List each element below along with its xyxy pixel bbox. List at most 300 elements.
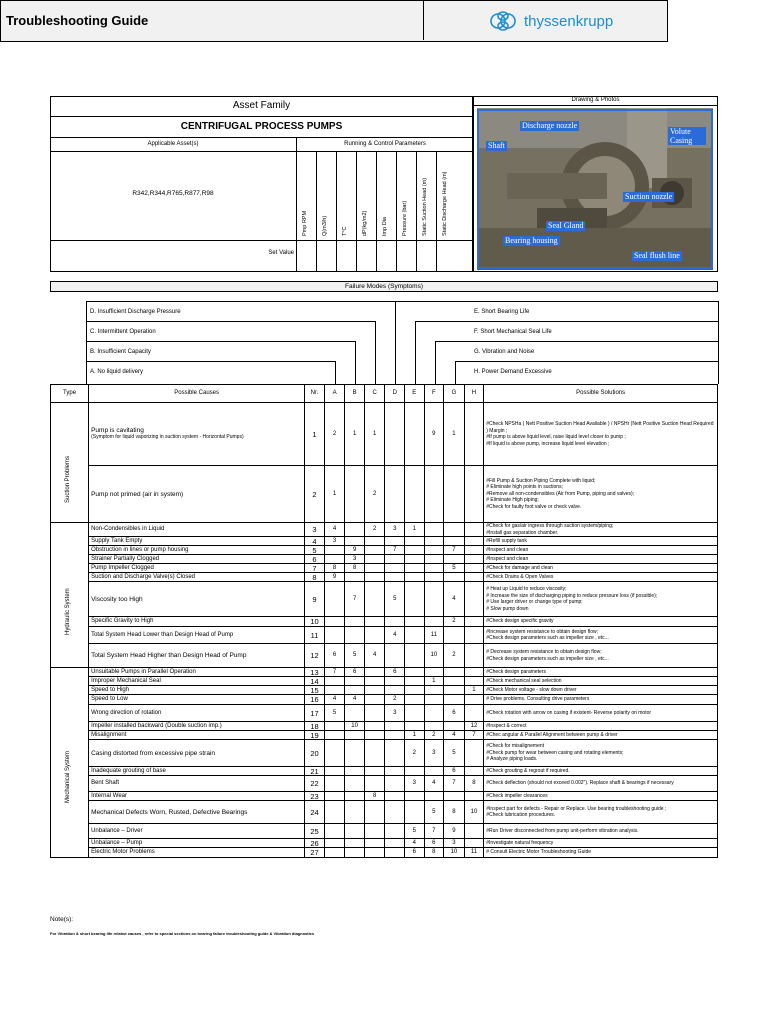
header-divider (423, 0, 424, 40)
symptom-rank-cell: 10 (444, 848, 465, 858)
table-row (51, 555, 718, 564)
table-row (51, 582, 718, 617)
symptom-rank-cell (364, 705, 385, 722)
symptom-rank-cell: 1 (364, 403, 385, 466)
symptom-rank-cell: 1 (405, 731, 425, 740)
col-g: G (444, 385, 465, 403)
symptom-rank-cell: 2 (444, 617, 465, 627)
nr-cell: 18 (305, 722, 325, 731)
symptom-rank-cell: 6 (444, 767, 465, 776)
symptom-rank-cell: 4 (405, 839, 425, 848)
solution-cell: #Investigate natural frequency (484, 839, 718, 848)
symptom-rank-cell (385, 824, 405, 839)
symptom-rank-cell (424, 466, 444, 523)
cause-text: Specific Gravity to High (91, 618, 154, 624)
failure-mode-a: A. No liquid delivery (90, 369, 144, 375)
brand-name: thyssenkrupp (524, 13, 614, 30)
symptom-rank-cell: 11 (424, 627, 444, 644)
symptom-rank-cell (345, 848, 365, 858)
symptom-rank-cell (385, 466, 405, 523)
table-row (51, 403, 718, 466)
symptom-rank-cell (385, 792, 405, 801)
table-row (51, 523, 718, 537)
type-group (51, 668, 89, 858)
cause-text: Impeller installed backward (Double suction imp.) (91, 722, 222, 729)
symptom-rank-cell (405, 564, 425, 573)
symptom-rank-cell: 2 (364, 523, 385, 537)
failure-modes-label: Failure Modes (Symptoms) (344, 283, 424, 290)
type-group (51, 523, 89, 668)
solution-cell: #Run Driver disconnected from pump unit-perform vibration analysis. (484, 824, 718, 839)
symptom-rank-cell: 7 (385, 546, 405, 555)
solution-cell: #Check NPSHa ( Nett Positive Suction Head Available ) / NPSHr (Nett Positive Suction Head Required ) Margin ; #If pump is above liquid level, raise liquid level closer to pump ; #If liquid is above pump, increase liquid level elevation ; (484, 403, 718, 466)
cause-cell (89, 523, 305, 537)
symptom-rank-cell (324, 824, 345, 839)
nr-cell: 21 (305, 767, 325, 776)
symptom-rank-cell (464, 767, 484, 776)
callout-volute-casing: Volute Casing (668, 127, 706, 145)
asset-family-label: Asset Family (232, 100, 291, 111)
symptom-rank-cell (424, 695, 444, 705)
symptom-rank-cell (364, 776, 385, 792)
table-row (51, 776, 718, 792)
symptom-rank-cell: 12 (464, 722, 484, 731)
table-row (51, 677, 718, 686)
symptom-rank-cell (444, 555, 465, 564)
solution-cell: # Heat up Liquid to reduce viscosity; # Increase the size of discharging piping to reduce pressure loss (if possible); # Use larger driver or change type of pump; # Slow pump down (484, 582, 718, 617)
symptom-rank-cell (464, 403, 484, 466)
failure-mode-b: B. Insufficient Capacity (90, 349, 151, 355)
symptom-rank-cell (405, 555, 425, 564)
param-label: Pmp RPM (302, 210, 308, 236)
symptom-rank-cell (324, 627, 345, 644)
solution-cell: #Increase system resistance to obtain design flow; #Check design parameters such as impeller size , etc... (484, 627, 718, 644)
symptom-rank-cell: 4 (345, 695, 365, 705)
symptom-rank-cell (345, 740, 365, 767)
symptom-rank-cell: 2 (424, 731, 444, 740)
table-row (51, 668, 718, 677)
symptom-rank-cell: 5 (345, 644, 365, 668)
symptom-rank-cell (345, 839, 365, 848)
symptom-rank-cell (405, 722, 425, 731)
symptom-rank-cell (364, 668, 385, 677)
symptom-rank-cell (464, 740, 484, 767)
applicable-assets-label: Applicable Asset(s) (147, 141, 199, 147)
col-d: D (385, 385, 405, 403)
symptom-rank-cell: 3 (385, 705, 405, 722)
nr-cell: 2 (305, 466, 325, 523)
cause-cell (89, 668, 305, 677)
symptom-rank-cell (424, 722, 444, 731)
nr-cell: 10 (305, 617, 325, 627)
symptom-rank-cell (464, 705, 484, 722)
cause-cell (89, 824, 305, 839)
symptom-rank-cell: 6 (444, 705, 465, 722)
symptom-rank-cell: 11 (464, 848, 484, 858)
cause-text: Obstruction in lines or pump housing (91, 546, 189, 553)
nr-cell: 8 (305, 573, 325, 582)
nr-cell: 7 (305, 564, 325, 573)
nr-cell: 26 (305, 839, 325, 848)
symptom-rank-cell (444, 695, 465, 705)
symptom-rank-cell (464, 627, 484, 644)
symptom-rank-cell: 4 (424, 776, 444, 792)
page-title: Troubleshooting Guide (6, 13, 149, 28)
nr-cell: 12 (305, 644, 325, 668)
symptom-rank-cell (324, 767, 345, 776)
cause-cell (89, 848, 305, 858)
col-solutions: Possible Solutions (484, 385, 718, 403)
cause-text: Viscosity too High (91, 595, 143, 603)
solution-cell: #Inspect & correct (484, 722, 718, 731)
symptom-rank-cell (405, 792, 425, 801)
cause-subtext: (Symptom for liquid vaporizing in suction system - Horizontal Pumps) (91, 434, 244, 440)
nr-cell: 3 (305, 523, 325, 537)
param-label: Static Discharge Head (m) (442, 171, 448, 236)
symptom-rank-cell (464, 695, 484, 705)
symptom-rank-cell (385, 537, 405, 546)
param-label: dP(kg/m2) (362, 210, 368, 236)
table-row (51, 731, 718, 740)
cause-cell (89, 722, 305, 731)
symptom-rank-cell (345, 466, 365, 523)
table-row (51, 627, 718, 644)
symptom-rank-cell (405, 801, 425, 824)
nr-cell: 4 (305, 537, 325, 546)
symptom-rank-cell (405, 627, 425, 644)
symptom-rank-cell (364, 731, 385, 740)
cause-cell (89, 466, 305, 523)
symptom-rank-cell (405, 767, 425, 776)
symptom-rank-cell: 8 (424, 848, 444, 858)
symptom-rank-cell (444, 466, 465, 523)
cause-cell (89, 776, 305, 792)
symptom-rank-cell: 7 (424, 824, 444, 839)
col-f: F (424, 385, 444, 403)
symptom-rank-cell: 2 (364, 466, 385, 523)
running-params-label: Running & Control Parameters (344, 141, 426, 147)
applicable-assets-value: R342,R344,R765,R877,R98 (132, 190, 214, 197)
nr-cell: 22 (305, 776, 325, 792)
symptom-rank-cell: 6 (385, 668, 405, 677)
symptom-rank-cell (385, 801, 405, 824)
notes-label: Note(s): (50, 916, 74, 923)
nr-cell: 13 (305, 668, 325, 677)
param-label: T°C (342, 226, 348, 236)
symptom-rank-cell (444, 627, 465, 644)
table-row (51, 740, 718, 767)
symptom-rank-cell: 5 (385, 582, 405, 617)
symptom-rank-cell: 5 (444, 564, 465, 573)
symptom-rank-cell (385, 564, 405, 573)
cause-cell (89, 686, 305, 695)
symptom-rank-cell: 3 (424, 740, 444, 767)
symptom-rank-cell (405, 686, 425, 695)
cause-cell (89, 705, 305, 722)
col-a: A (324, 385, 345, 403)
symptom-rank-cell (464, 555, 484, 564)
solution-cell: #Check grouting & regrout if required. (484, 767, 718, 776)
table-row (51, 824, 718, 839)
cause-text: Unbalance – Pump (91, 839, 143, 846)
symptom-rank-cell: 1 (424, 677, 444, 686)
symptom-rank-cell (405, 617, 425, 627)
solution-cell: #Check design parameters (484, 668, 718, 677)
symptom-rank-cell (364, 686, 385, 695)
table-row (51, 767, 718, 776)
symptom-rank-cell (385, 839, 405, 848)
symptom-rank-cell (424, 767, 444, 776)
symptom-rank-cell (424, 573, 444, 582)
symptom-rank-cell: 8 (364, 792, 385, 801)
symptom-rank-cell (364, 722, 385, 731)
table-header-row (51, 385, 718, 403)
drawing-photos-label: Drawing & Photos (571, 97, 620, 103)
symptom-rank-cell (385, 555, 405, 564)
symptom-rank-cell: 3 (444, 839, 465, 848)
symptom-rank-cell: 10 (464, 801, 484, 824)
brand-logo (487, 10, 647, 32)
symptom-rank-cell (364, 824, 385, 839)
symptom-rank-cell: 5 (405, 824, 425, 839)
symptom-rank-cell (464, 564, 484, 573)
symptom-rank-cell: 6 (345, 668, 365, 677)
symptom-rank-cell (405, 403, 425, 466)
thyssenkrupp-logo-icon (487, 10, 519, 32)
symptom-rank-cell (424, 686, 444, 695)
symptom-rank-cell (324, 555, 345, 564)
solution-cell: #Chec angular & Parallel Alignment between pump & driver (484, 731, 718, 740)
page-header (0, 0, 668, 42)
table-row (51, 695, 718, 705)
symptom-rank-cell: 2 (324, 403, 345, 466)
symptom-rank-cell (464, 644, 484, 668)
symptom-rank-cell: 2 (444, 644, 465, 668)
symptom-rank-cell: 4 (444, 731, 465, 740)
symptom-rank-cell (364, 573, 385, 582)
symptom-rank-cell (324, 546, 345, 555)
cause-cell (89, 792, 305, 801)
cause-cell (89, 627, 305, 644)
cause-cell (89, 617, 305, 627)
param-label: Imp Dia (382, 217, 388, 236)
col-nr: Nr. (305, 385, 325, 403)
symptom-rank-cell (385, 776, 405, 792)
solution-cell: #Check Motor voltage - slow down driver (484, 686, 718, 695)
symptom-rank-cell (424, 546, 444, 555)
cause-text: Internal Wear (91, 792, 127, 799)
cause-text: Unbalance – Driver (91, 827, 143, 834)
symptom-rank-cell: 9 (424, 403, 444, 466)
symptom-rank-cell (324, 617, 345, 627)
param-label: Static Suction Head (m) (422, 177, 428, 236)
symptom-rank-cell: 9 (444, 824, 465, 839)
symptom-rank-cell (424, 564, 444, 573)
cause-text: Bent Shaft (91, 780, 120, 786)
table-row (51, 573, 718, 582)
solution-cell: #Check for gas/air ingress through suction system/piping; #Install gas separation chamber. (484, 523, 718, 537)
symptom-rank-cell (345, 731, 365, 740)
solution-cell: #Check Drains & Open Valves (484, 573, 718, 582)
nr-cell: 14 (305, 677, 325, 686)
symptom-rank-cell (464, 792, 484, 801)
solution-cell: #Check impeller clearances (484, 792, 718, 801)
symptom-rank-cell: 6 (405, 848, 425, 858)
cause-text: Strainer Partially Clogged (91, 555, 160, 562)
symptom-rank-cell (464, 523, 484, 537)
symptom-rank-cell: 5 (444, 740, 465, 767)
symptom-rank-cell: 1 (405, 523, 425, 537)
symptom-rank-cell (464, 466, 484, 523)
symptom-rank-cell (444, 523, 465, 537)
set-value-label: Set Value (268, 250, 294, 256)
symptom-rank-cell (444, 677, 465, 686)
symptom-rank-cell (464, 546, 484, 555)
symptom-rank-cell (324, 740, 345, 767)
cause-text: Total System Head Lower than Design Head of Pump (91, 631, 234, 638)
symptom-rank-cell (345, 776, 365, 792)
symptom-rank-cell: 10 (345, 722, 365, 731)
nr-cell: 5 (305, 546, 325, 555)
symptom-rank-cell (364, 537, 385, 546)
symptom-rank-cell (385, 686, 405, 695)
symptom-rank-cell (324, 792, 345, 801)
type-group-label: Suction Problems (65, 455, 71, 503)
symptom-rank-cell (345, 523, 365, 537)
cause-text: Suction and Discharge Valve(s) Closed (91, 573, 196, 580)
symptom-rank-cell (464, 677, 484, 686)
solution-cell: #Check for damage and clean (484, 564, 718, 573)
col-type: Type (51, 385, 89, 403)
cause-cell (89, 677, 305, 686)
symptom-rank-cell: 7 (444, 776, 465, 792)
notes-text: For Vibration & short bearing life related causes , refer to special sections on bearing failure troubleshooting guide & Vibration diagnostics (50, 931, 315, 936)
symptom-rank-cell: 4 (324, 695, 345, 705)
symptom-rank-cell: 5 (424, 801, 444, 824)
nr-cell: 1 (305, 403, 325, 466)
symptom-rank-cell (444, 668, 465, 677)
symptom-rank-cell (345, 705, 365, 722)
symptom-rank-cell (405, 582, 425, 617)
nr-cell: 15 (305, 686, 325, 695)
table-row (51, 722, 718, 731)
symptom-rank-cell: 8 (464, 776, 484, 792)
symptom-rank-cell (444, 686, 465, 695)
symptom-rank-cell (345, 801, 365, 824)
troubleshooting-table (50, 384, 718, 858)
symptom-rank-cell (424, 668, 444, 677)
cause-cell (89, 403, 305, 466)
symptom-rank-cell (385, 767, 405, 776)
symptom-rank-cell (364, 555, 385, 564)
symptom-rank-cell (385, 848, 405, 858)
cause-text: Pump not primed (air in system) (91, 490, 184, 498)
cause-cell (89, 573, 305, 582)
symptom-rank-cell: 3 (385, 523, 405, 537)
table-row (51, 537, 718, 546)
asset-family-value: CENTRIFUGAL PROCESS PUMPS (180, 121, 343, 132)
callout-bearing-housing: Bearing housing (505, 236, 558, 245)
symptom-rank-cell (444, 573, 465, 582)
symptom-rank-cell (405, 705, 425, 722)
symptom-rank-cell (324, 677, 345, 686)
symptom-rank-cell: 1 (345, 403, 365, 466)
callout-seal-flush-line: Seal flush line (634, 251, 680, 260)
nr-cell: 25 (305, 824, 325, 839)
type-group (51, 403, 89, 523)
symptom-rank-cell (345, 767, 365, 776)
cause-text: Pump is cavitating (91, 427, 144, 434)
cause-cell (89, 555, 305, 564)
param-label: Q(m3/h) (322, 215, 328, 236)
symptom-rank-cell: 7 (345, 582, 365, 617)
nr-cell: 11 (305, 627, 325, 644)
cause-text: Misalignment (91, 731, 127, 738)
cause-cell (89, 731, 305, 740)
symptom-rank-cell (364, 617, 385, 627)
nr-cell: 23 (305, 792, 325, 801)
symptom-rank-cell (464, 582, 484, 617)
failure-mode-e: E. Short Bearing Life (474, 309, 530, 315)
table-row (51, 705, 718, 722)
cause-text: Improper Mechanical Seal (91, 677, 161, 684)
solution-cell: #Inspect and clean (484, 546, 718, 555)
symptom-rank-cell (345, 686, 365, 695)
symptom-rank-cell (385, 644, 405, 668)
symptom-rank-cell (364, 627, 385, 644)
symptom-rank-cell (385, 617, 405, 627)
cause-cell (89, 695, 305, 705)
symptom-rank-cell (385, 740, 405, 767)
cause-text: Inadequate grouting of base (91, 767, 166, 774)
callout-shaft: Shaft (488, 141, 505, 150)
symptom-rank-cell (405, 573, 425, 582)
failure-mode-f: F. Short Mechanical Seal Life (474, 329, 552, 335)
symptom-rank-cell (345, 792, 365, 801)
symptom-rank-cell (464, 573, 484, 582)
cause-text: Pump Impeller Clogged (91, 564, 154, 571)
symptom-rank-cell (385, 731, 405, 740)
symptom-rank-cell: 3 (405, 776, 425, 792)
solution-cell: #Refill supply tank (484, 537, 718, 546)
symptom-rank-cell: 6 (424, 839, 444, 848)
symptom-rank-cell (324, 848, 345, 858)
symptom-rank-cell: 3 (345, 555, 365, 564)
solution-cell: #Check mechanical seal selection (484, 677, 718, 686)
symptom-rank-cell (464, 824, 484, 839)
solution-cell: # Drive problems. Consulting drive parameters (484, 695, 718, 705)
symptom-rank-cell: 4 (444, 582, 465, 617)
solution-cell: # Consult Electric Motor Troubleshooting Guide (484, 848, 718, 858)
symptom-rank-cell (464, 839, 484, 848)
table-row (51, 839, 718, 848)
symptom-rank-cell (324, 801, 345, 824)
symptom-rank-cell (385, 722, 405, 731)
type-group-label: Hydraulic System (65, 588, 71, 635)
nr-cell: 16 (305, 695, 325, 705)
col-e: E (405, 385, 425, 403)
cause-text: Mechanical Defects Worn, Rusted, Defective Bearings (91, 808, 248, 816)
param-label: Pressure (bar) (402, 200, 408, 236)
symptom-rank-cell: 4 (364, 644, 385, 668)
symptom-rank-cell: 9 (345, 546, 365, 555)
symptom-rank-cell: 7 (464, 731, 484, 740)
cause-text: Total System Head Higher than Design Head of Pump (91, 652, 247, 659)
symptom-rank-cell (405, 644, 425, 668)
nr-cell: 17 (305, 705, 325, 722)
symptom-rank-cell (424, 582, 444, 617)
table-row (51, 792, 718, 801)
